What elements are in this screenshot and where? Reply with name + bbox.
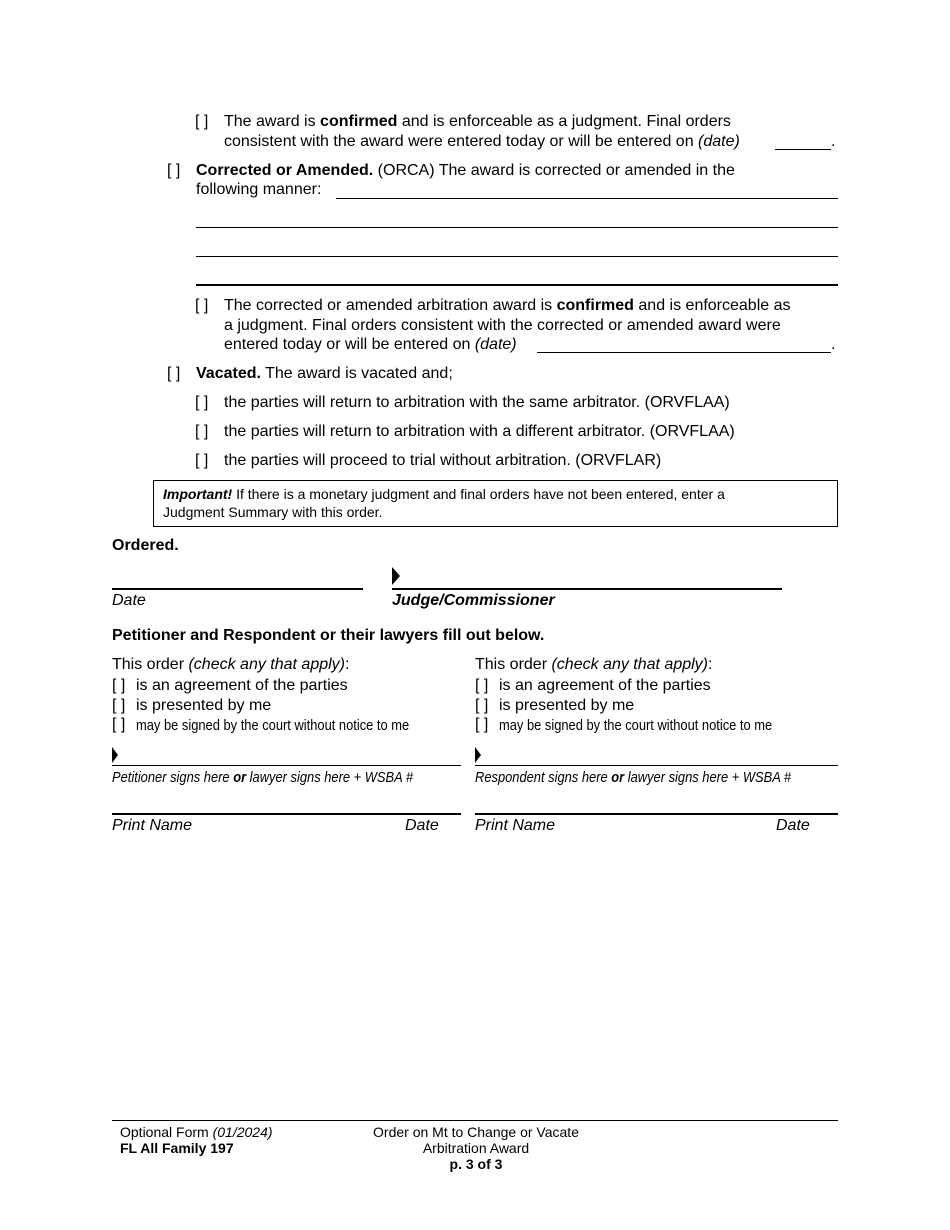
footer-page-number: p. 3 of 3 xyxy=(449,1156,503,1172)
corrected-text: Corrected or Amended. (ORCA) The award is corrected or amended in the xyxy=(196,162,735,179)
petitioner-this-order: This order (check any that apply): xyxy=(112,656,350,673)
respondent-agreement-label: is an agreement of the parties xyxy=(499,677,711,694)
petitioner-agreement-checkbox[interactable]: [ ] xyxy=(112,677,126,694)
petitioner-date-label: Date xyxy=(405,817,439,834)
respondent-signature-line[interactable] xyxy=(475,765,838,766)
petitioner-print-name-label: Print Name xyxy=(112,817,193,834)
corrected-period: . xyxy=(831,336,836,353)
award-date-line[interactable] xyxy=(775,149,831,150)
award-confirmed-text: The award is confirmed and is enforceable as a judgment. Final orders xyxy=(224,113,731,130)
vacated-checkbox[interactable]: [ ] xyxy=(167,365,181,382)
judge-label: Judge/Commissioner xyxy=(392,592,555,609)
award-confirmed-checkbox[interactable]: [ ] xyxy=(195,113,209,130)
vacated-option-same: the parties will return to arbitration with the same arbitrator. (ORVFLAA) xyxy=(224,394,730,411)
footer-divider xyxy=(112,1120,838,1121)
respondent-agreement-checkbox[interactable]: [ ] xyxy=(475,677,489,694)
corrected-confirmed-text-line3: entered today or will be entered on (date) xyxy=(224,336,517,353)
petitioner-sign-label: Petitioner signs here or lawyer signs here + WSBA # xyxy=(112,769,414,786)
corrected-manner-line-1[interactable] xyxy=(336,198,838,199)
petitioner-signed-checkbox[interactable]: [ ] xyxy=(112,716,126,733)
footer-optional-form: Optional Form (01/2024) xyxy=(120,1124,273,1140)
ordered-date-line[interactable] xyxy=(112,588,363,590)
corrected-text-line2: following manner: xyxy=(196,181,322,198)
respondent-sign-label: Respondent signs here or lawyer signs here + WSBA # xyxy=(475,769,792,786)
respondent-date-label: Date xyxy=(776,817,810,834)
award-confirmed-text-line2: consistent with the award were entered today or will be entered on (date) xyxy=(224,133,740,150)
corrected-confirmed-text: The corrected or amended arbitration award is confirmed and is enforceable as xyxy=(224,297,791,314)
footer-title-line1: Order on Mt to Change or Vacate xyxy=(373,1124,579,1140)
respondent-signed-label: may be signed by the court without notice to me xyxy=(499,717,773,734)
petitioner-agreement-label: is an agreement of the parties xyxy=(136,677,348,694)
important-text-line2: Judgment Summary with this order. xyxy=(163,504,383,520)
petitioner-presented-checkbox[interactable]: [ ] xyxy=(112,697,126,714)
respondent-presented-label: is presented by me xyxy=(499,697,635,714)
respondent-signed-checkbox[interactable]: [ ] xyxy=(475,716,489,733)
petitioner-print-name-line[interactable] xyxy=(112,813,461,815)
vacated-different-arbitrator-checkbox[interactable]: [ ] xyxy=(195,423,209,440)
respondent-sign-arrow-icon xyxy=(475,747,481,763)
petitioner-presented-label: is presented by me xyxy=(136,697,272,714)
corrected-manner-line-4[interactable] xyxy=(196,284,838,286)
footer-title-line2: Arbitration Award xyxy=(422,1140,530,1156)
vacated-text: Vacated. The award is vacated and; xyxy=(196,365,453,382)
important-text: Important! If there is a monetary judgment and final orders have not been entered, enter a xyxy=(163,486,725,502)
vacated-same-arbitrator-checkbox[interactable]: [ ] xyxy=(195,394,209,411)
respondent-print-name-label: Print Name xyxy=(475,817,556,834)
petitioner-signature-line[interactable] xyxy=(112,765,461,766)
judge-signature-line[interactable] xyxy=(392,588,782,590)
corrected-manner-line-3[interactable] xyxy=(196,256,838,257)
corrected-confirmed-text-line2: a judgment. Final orders consistent with the corrected or amended award were xyxy=(224,317,781,334)
vacated-option-different: the parties will return to arbitration with a different arbitrator. (ORVFLAA) xyxy=(224,423,735,440)
judge-sign-arrow-icon xyxy=(392,567,400,585)
award-period: . xyxy=(831,133,836,150)
ordered-date-label: Date xyxy=(112,592,146,609)
corrected-confirmed-checkbox[interactable]: [ ] xyxy=(195,297,209,314)
ordered-title: Ordered. xyxy=(112,537,179,554)
vacated-trial-checkbox[interactable]: [ ] xyxy=(195,452,209,469)
petitioner-signed-label: may be signed by the court without notice to me xyxy=(136,717,410,734)
petitioner-sign-arrow-icon xyxy=(112,747,118,763)
corrected-checkbox[interactable]: [ ] xyxy=(167,162,181,179)
vacated-option-trial: the parties will proceed to trial without arbitration. (ORVFLAR) xyxy=(224,452,662,469)
respondent-print-name-line[interactable] xyxy=(475,813,838,815)
respondent-this-order: This order (check any that apply): xyxy=(475,656,713,673)
corrected-date-line[interactable] xyxy=(537,352,831,353)
parties-heading: Petitioner and Respondent or their lawyers fill out below. xyxy=(112,627,545,644)
footer-form-id: FL All Family 197 xyxy=(120,1140,234,1156)
corrected-manner-line-2[interactable] xyxy=(196,227,838,228)
respondent-presented-checkbox[interactable]: [ ] xyxy=(475,697,489,714)
